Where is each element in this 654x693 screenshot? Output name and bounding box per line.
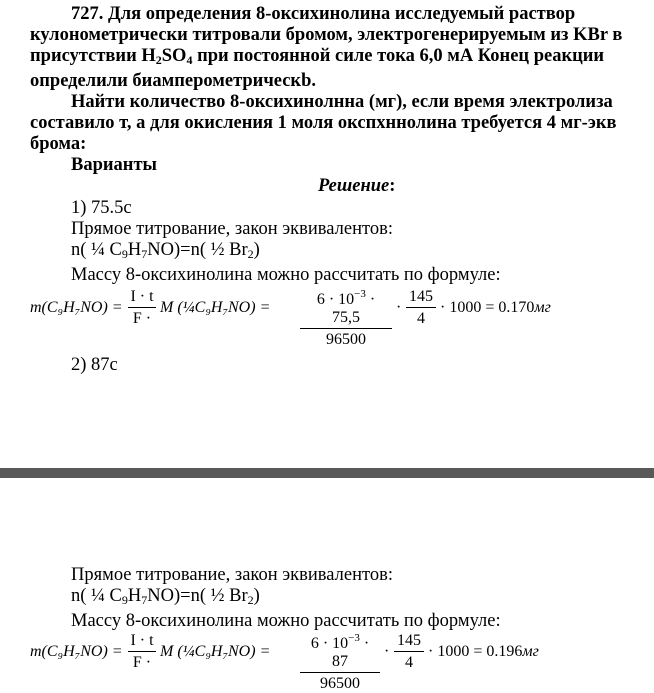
- variant-1: [71, 198, 501, 286]
- fraction-145-4: $\frac{145}{4}$: [394, 632, 424, 672]
- formula-intro: Массу 8-оксихинолина можно рассчитать по формуле:: [71, 265, 501, 285]
- fraction-145-4: $\frac{145}{4}$: [406, 288, 436, 328]
- solution-heading: Решение:: [318, 176, 396, 196]
- equivalence-equation: n( ¼ $C_9H_7NO)=n$( ½ $Br_2$): [71, 240, 260, 261]
- equivalence-equation: n( ¼ $C_9H_7NO)=n$( ½ $Br_2$): [71, 586, 260, 607]
- formula-variant-2: [30, 632, 630, 692]
- formula-variant-1: [30, 288, 630, 348]
- variants-heading: Варианты: [71, 155, 157, 175]
- fraction-it-f: $\frac{I \cdot t}{F \cdot}$: [128, 288, 156, 328]
- problem-statement: [30, 4, 622, 176]
- variant-2: [71, 565, 501, 632]
- problem-line: 727. Для определения 8-оксихинолина исследуемый раствор: [71, 4, 576, 24]
- formula-lhs: m(C₉H₇NO) =: [30, 299, 123, 316]
- fraction-numeric: $\frac{6 \cdot 10^{-3} \cdot 87}{96500}$: [300, 632, 380, 693]
- problem-line: присутствии $H_2SO_4$ при постоянной силе тока 6,0 мА Конец реакции: [30, 46, 605, 67]
- formula-result: · 1000 = 0.196мг: [428, 643, 539, 660]
- problem-line: определили биамперометрическb.: [30, 71, 316, 91]
- multiply-dot: ·: [396, 299, 402, 316]
- formula-molar-mass: M (¼C₉H₇NO) =: [160, 299, 271, 316]
- fraction-it-f: $\frac{I \cdot t}{F \cdot}$: [128, 632, 156, 672]
- multiply-dot: ·: [384, 643, 390, 660]
- variant-2-label: 2) 87c: [71, 355, 118, 375]
- formula-result: · 1000 = 0.170мг: [440, 299, 551, 316]
- problem-line: брома:: [30, 134, 87, 154]
- problem-line: Найти количество 8-оксихинолнна (мг), если время электролиза: [71, 92, 613, 112]
- formula-intro: Массу 8-оксихинолина можно рассчитать по формуле:: [71, 611, 501, 631]
- method-text: Прямое титрование, закон эквивалентов:: [71, 565, 393, 585]
- method-text: Прямое титрование, закон эквивалентов:: [71, 219, 393, 239]
- variant-label: 1) 75.5c: [71, 198, 132, 218]
- formula-molar-mass: M (¼C₉H₇NO) =: [160, 643, 271, 660]
- problem-line: составило т, а для окисления 1 моля окспхннолина требуется 4 мг-экв: [30, 113, 617, 133]
- page-break: [0, 468, 654, 478]
- problem-line: кулонометрически титровали бромом, электрогенерируемым из KBr в: [30, 25, 623, 45]
- formula-lhs: m(C₉H₇NO) =: [30, 643, 123, 660]
- fraction-numeric: $\frac{6 \cdot 10^{-3} \cdot 75,5}{96500}$: [300, 288, 392, 349]
